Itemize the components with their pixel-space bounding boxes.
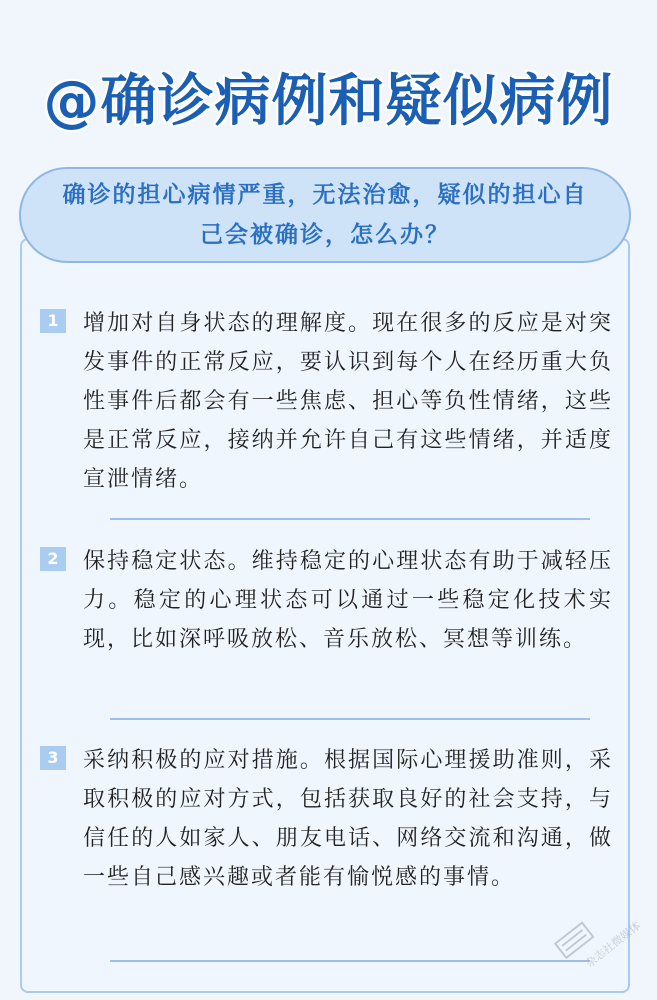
item-text: 保持稳定状态。维持稳定的心理状态有助于减轻压力。稳定的心理状态可以通过一些稳定化技术实现，比如深呼吸放松、音乐放松、冥想等训练。 xyxy=(83,549,613,652)
question-text: 确诊的担心病情严重，无法治愈，疑似的担心自己会被确诊，怎么办？ xyxy=(62,182,588,248)
question-banner xyxy=(19,167,631,263)
watermark-text: 杂志社微媒体 xyxy=(583,919,644,971)
item-number-badge: 1 xyxy=(40,309,66,333)
item-number-badge: 2 xyxy=(40,547,66,571)
item-text: 采纳积极的应对措施。根据国际心理援助准则，采取积极的应对方式，包括获取良好的社会支持，与信任的人如家人、朋友电话、网络交流和沟通，做一些自己感兴趣或者能有愉悦感的事情。 xyxy=(83,748,613,890)
item-number-badge: 3 xyxy=(40,746,66,770)
divider xyxy=(110,718,590,720)
divider xyxy=(110,518,590,520)
item-text: 增加对自身状态的理解度。现在很多的反应是对突发事件的正常反应，要认识到每个人在经历重大负性事件后都会有一些焦虑、担心等负性情绪，这些是正常反应，接纳并允许自己有这些情绪，并适度宣泄情绪。 xyxy=(83,311,613,492)
page-title: @确诊病例和疑似病例 xyxy=(43,69,614,134)
divider xyxy=(110,960,590,962)
